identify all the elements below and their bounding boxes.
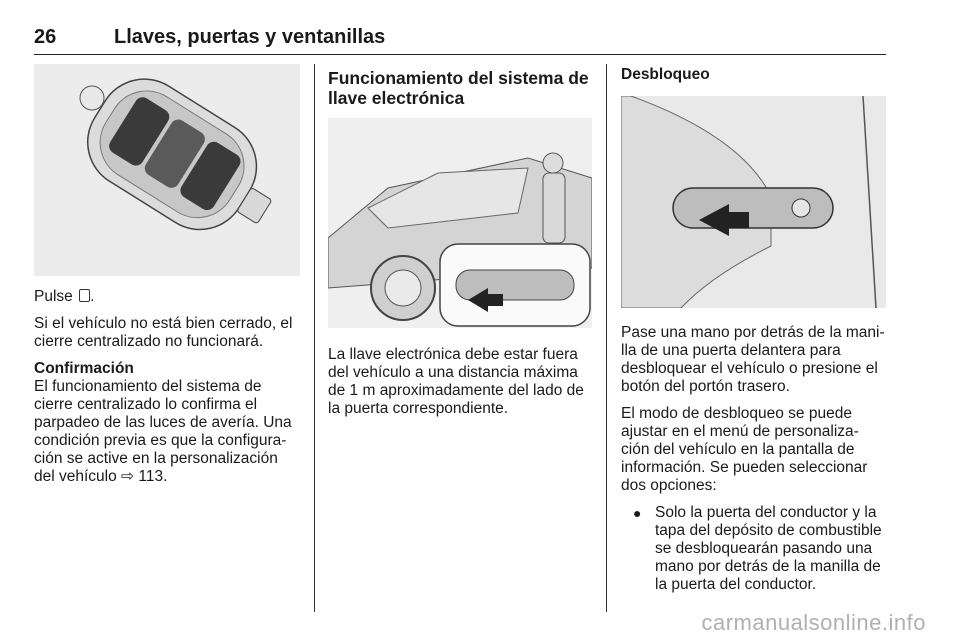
page-header xyxy=(34,22,886,55)
column-divider-2 xyxy=(606,64,607,612)
watermark: carmanualsonline.info xyxy=(701,610,926,635)
col3-heading: Desbloqueo xyxy=(621,66,710,83)
page-number: 26 xyxy=(34,26,57,48)
key-fob-icon xyxy=(34,64,300,276)
list-item xyxy=(633,504,886,594)
column-3 xyxy=(621,64,886,594)
col1-heading: Confirmación xyxy=(34,360,134,377)
lock-icon xyxy=(79,289,90,302)
column-2 xyxy=(328,64,592,427)
col3-para1: Pase una mano por detrás de la mani- lla de una puerta delantera para desbloquear el vehículo o presione el botón del portón trasero. xyxy=(621,324,885,395)
col1-para1: Si el vehículo no está bien cerrado, el cierre centralizado no funcionará. xyxy=(34,315,293,350)
key-fob-illustration xyxy=(34,64,300,276)
pulse-suffix: . xyxy=(90,288,95,305)
column-1 xyxy=(34,64,300,495)
column-divider-1 xyxy=(314,64,315,612)
col3-para2: El modo de desbloqueo se puede ajustar en el menú de personaliza- ción del vehículo en la pantalla de información. Se pueden seleccionar dos opciones: xyxy=(621,405,868,494)
page-ref-arrow-icon: ⇨ xyxy=(121,468,135,485)
page-ref[interactable]: 113. xyxy=(138,468,168,485)
col2-heading: Funcionamiento del sistema de llave electrónica xyxy=(328,68,589,108)
section-title: Llaves, puertas y ventanillas xyxy=(114,26,386,48)
bullet-icon: ● xyxy=(633,505,642,521)
electronic-key-illustration xyxy=(328,118,592,328)
pulse-text: Pulse xyxy=(34,288,73,305)
col2-para1: La llave electrónica debe estar fuera del vehículo a una distancia máxima de 1 m aproximadamente del lado de la puerta correspondiente. xyxy=(328,346,584,417)
door-handle-icon xyxy=(621,96,886,308)
bullet-text: Solo la puerta del conductor y la tapa del depósito de combustible se desbloquearán pasando una mano por detrás de la manilla de la puerta del conductor. xyxy=(655,504,882,593)
door-handle-illustration xyxy=(621,96,886,308)
car-door-icon xyxy=(328,118,592,328)
col1-para2: El funcionamiento del sistema de cierre centralizado lo confirma el parpadeo de las luces de avería. Una condición previa es que la configura- ción se active en la personalización del vehículo xyxy=(34,378,292,485)
